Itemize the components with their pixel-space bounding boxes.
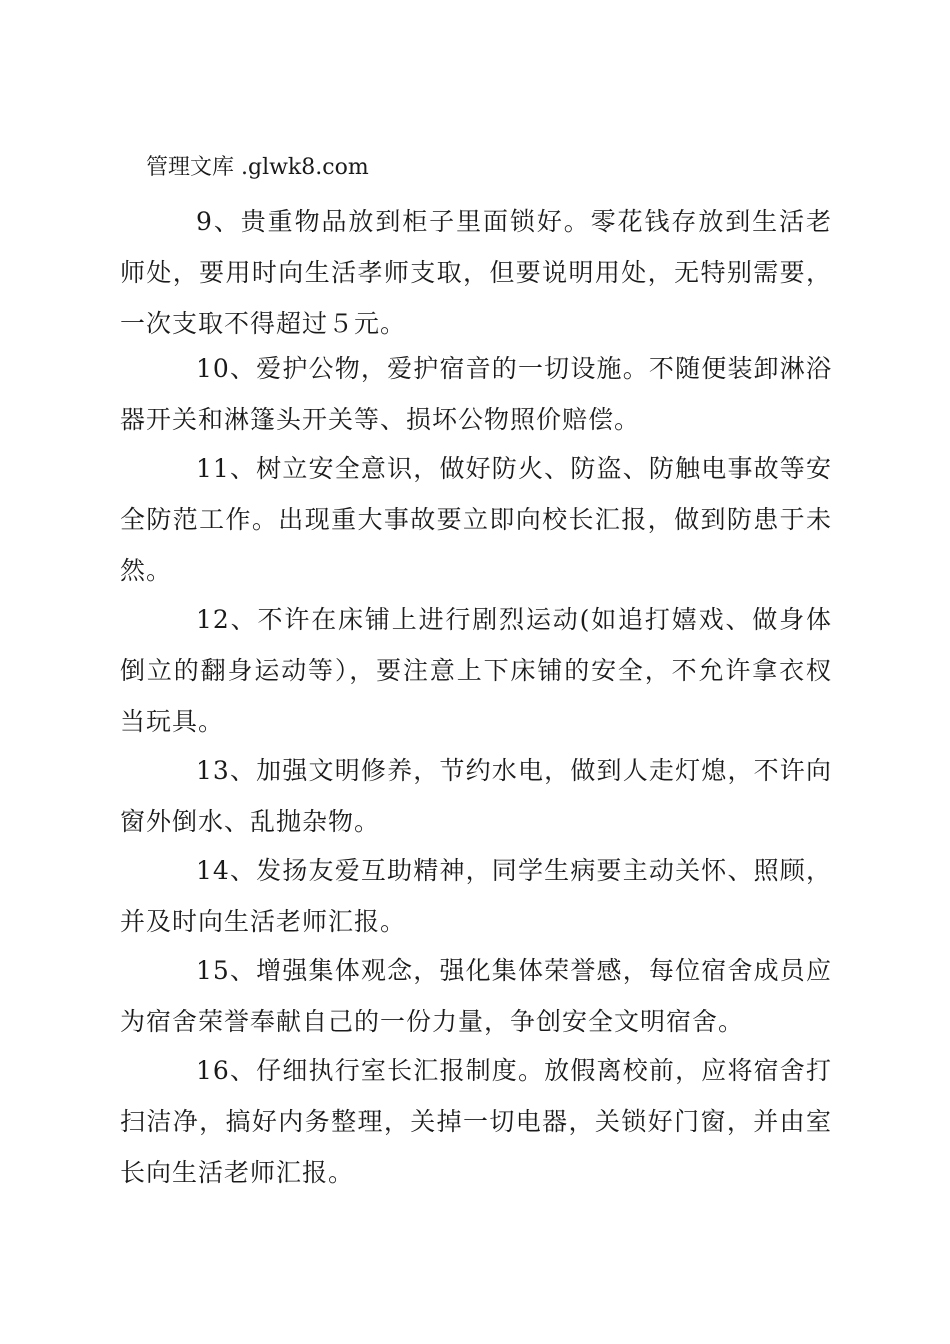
- rule-paragraph-16: 16、仔细执行室长汇报制度。放假离校前，应将宿舍打扫洁净，搞好内务整理，关掉一切电器，关锁好门窗，并由室长向生活老师汇报。: [120, 1056, 832, 1187]
- rule-paragraph-15: 15、增强集体观念，强化集体荣誉感，每位宿舍成员应为宿舍荣誉奉献自己的一份力量，争创安全文明宿舍。: [120, 956, 832, 1036]
- page-header-watermark: 管理文库 .glwk8.com: [146, 155, 369, 180]
- rule-paragraph-10: 10、爱护公物，爱护宿音的一切设施。不随便装卸淋浴器开关和淋篷头开关等、损坏公物照价赔偿。: [120, 354, 832, 434]
- rule-paragraph-11: 11、树立安全意识，做好防火、防盗、防触电事故等安全防范工作。出现重大事故要立即向校长汇报，做到防患于未然。: [120, 454, 832, 585]
- rule-paragraph-12: 12、不许在床铺上进行剧烈运动(如追打嬉戏、做身体倒立的翻身运动等），要注意上下床铺的安全，不允许拿衣杈当玩具。: [120, 605, 832, 736]
- rule-paragraph-13: 13、加强文明修养，节约水电，做到人走灯熄，不许向窗外倒水、乱抛杂物。: [120, 756, 832, 836]
- rule-paragraph-14: 14、发扬友爱互助精神，同学生病要主动关怀、照顾，并及时向生活老师汇报。: [120, 856, 832, 936]
- rule-paragraph-9: 9、贵重物品放到柜子里面锁好。零花钱存放到生活老师处，要用时向生活孝师支取，但要说明用处，无特别需要，一次支取不得超过５元。: [120, 207, 832, 338]
